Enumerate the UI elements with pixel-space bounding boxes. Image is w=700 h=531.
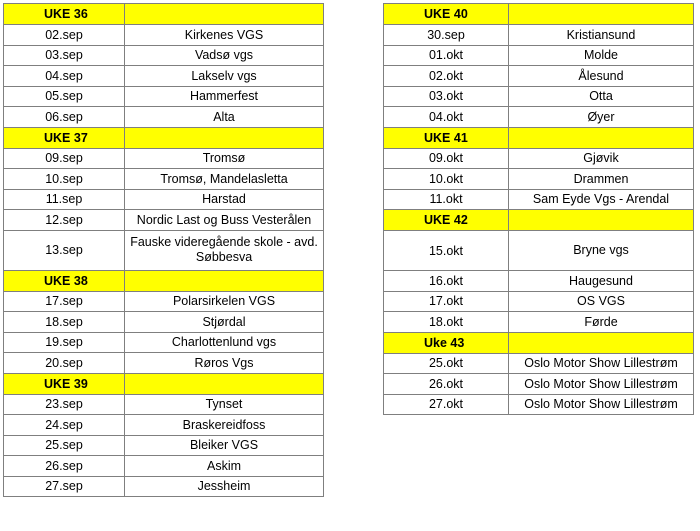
schedule-row (4, 45, 324, 66)
location-cell: Harstad (125, 189, 324, 210)
schedule-row (384, 394, 694, 415)
date-cell: 16.okt (384, 271, 509, 292)
date-cell: 03.okt (384, 86, 509, 107)
location-cell: Charlottenlund vgs (125, 332, 324, 353)
location-cell: Bleiker VGS (125, 435, 324, 456)
week-label: UKE 41 (384, 127, 509, 148)
location-cell: Tromsø, Mandelasletta (125, 169, 324, 190)
schedule-row (4, 148, 324, 169)
week-header-blank (125, 127, 324, 148)
week-label: Uke 43 (384, 332, 509, 353)
schedule-table-right (383, 3, 694, 415)
date-cell: 09.sep (4, 148, 125, 169)
date-cell: 27.okt (384, 394, 509, 415)
schedule-row (4, 312, 324, 333)
week-header-blank (125, 373, 324, 394)
schedule-row (4, 210, 324, 231)
week-label: UKE 42 (384, 210, 509, 231)
location-cell: Askim (125, 456, 324, 477)
date-cell: 02.sep (4, 25, 125, 46)
date-cell: 05.sep (4, 86, 125, 107)
week-header-row (384, 4, 694, 25)
week-header-row (4, 127, 324, 148)
date-cell: 04.okt (384, 107, 509, 128)
schedule-row (384, 148, 694, 169)
date-cell: 11.okt (384, 189, 509, 210)
schedule-row (4, 435, 324, 456)
date-cell: 01.okt (384, 45, 509, 66)
schedule-row (4, 332, 324, 353)
location-cell: Lakselv vgs (125, 66, 324, 87)
week-header-row (4, 373, 324, 394)
date-cell: 19.sep (4, 332, 125, 353)
location-cell: Kristiansund (509, 25, 694, 46)
date-cell: 23.sep (4, 394, 125, 415)
date-cell: 25.sep (4, 435, 125, 456)
date-cell: 02.okt (384, 66, 509, 87)
date-cell: 25.okt (384, 353, 509, 374)
location-cell: Oslo Motor Show Lillestrøm (509, 394, 694, 415)
schedule-row (4, 476, 324, 497)
date-cell: 27.sep (4, 476, 125, 497)
date-cell: 09.okt (384, 148, 509, 169)
location-cell: Førde (509, 312, 694, 333)
location-cell: Jessheim (125, 476, 324, 497)
week-label: UKE 38 (4, 270, 125, 291)
date-cell: 17.okt (384, 291, 509, 312)
location-cell: Røros Vgs (125, 353, 324, 374)
location-cell: Drammen (509, 169, 694, 190)
schedule-row (384, 107, 694, 128)
location-cell: OS VGS (509, 291, 694, 312)
schedule-row (4, 353, 324, 374)
date-cell: 15.okt (384, 231, 509, 271)
date-cell: 18.sep (4, 312, 125, 333)
week-label: UKE 37 (4, 127, 125, 148)
schedule-row (384, 25, 694, 46)
location-cell: Hammerfest (125, 86, 324, 107)
schedule-row (384, 45, 694, 66)
week-header-blank (125, 270, 324, 291)
date-cell: 03.sep (4, 45, 125, 66)
schedule-row (384, 189, 694, 210)
week-header-row (384, 332, 694, 353)
date-cell: 13.sep (4, 230, 125, 270)
week-header-row (384, 127, 694, 148)
schedule-body-left (4, 4, 324, 497)
week-label: UKE 36 (4, 4, 125, 25)
location-cell: Kirkenes VGS (125, 25, 324, 46)
location-cell: Ålesund (509, 66, 694, 87)
location-cell: Polarsirkelen VGS (125, 291, 324, 312)
date-cell: 24.sep (4, 415, 125, 436)
location-cell: Alta (125, 107, 324, 128)
week-header-blank (509, 332, 694, 353)
date-cell: 12.sep (4, 210, 125, 231)
week-label: UKE 39 (4, 373, 125, 394)
schedule-row (384, 231, 694, 271)
week-header-blank (509, 4, 694, 25)
week-header-blank (509, 210, 694, 231)
schedule-row (384, 66, 694, 87)
schedule-row (4, 107, 324, 128)
schedule-row (4, 230, 324, 270)
location-cell: Vadsø vgs (125, 45, 324, 66)
location-cell: Tynset (125, 394, 324, 415)
date-cell: 30.sep (384, 25, 509, 46)
date-cell: 17.sep (4, 291, 125, 312)
schedule-row (384, 353, 694, 374)
date-cell: 20.sep (4, 353, 125, 374)
location-cell: Haugesund (509, 271, 694, 292)
date-cell: 10.sep (4, 169, 125, 190)
schedule-row (384, 374, 694, 395)
schedule-table-left (3, 3, 324, 497)
week-header-row (4, 270, 324, 291)
schedule-row (4, 415, 324, 436)
schedule-body-right (384, 4, 694, 415)
week-header-row (4, 4, 324, 25)
location-cell: Bryne vgs (509, 231, 694, 271)
schedule-row (4, 25, 324, 46)
location-cell: Sam Eyde Vgs - Arendal (509, 189, 694, 210)
location-cell: Fauske videregående skole - avd. Søbbesva (125, 230, 324, 270)
schedule-row (4, 291, 324, 312)
date-cell: 10.okt (384, 169, 509, 190)
date-cell: 26.sep (4, 456, 125, 477)
schedule-row (384, 86, 694, 107)
location-cell: Oslo Motor Show Lillestrøm (509, 353, 694, 374)
date-cell: 26.okt (384, 374, 509, 395)
schedule-row (384, 271, 694, 292)
date-cell: 06.sep (4, 107, 125, 128)
week-header-blank (125, 4, 324, 25)
date-cell: 11.sep (4, 189, 125, 210)
location-cell: Oslo Motor Show Lillestrøm (509, 374, 694, 395)
schedule-row (384, 312, 694, 333)
location-cell: Braskereidfoss (125, 415, 324, 436)
schedule-row (4, 456, 324, 477)
week-header-row (384, 210, 694, 231)
date-cell: 18.okt (384, 312, 509, 333)
week-header-blank (509, 127, 694, 148)
location-cell: Molde (509, 45, 694, 66)
location-cell: Otta (509, 86, 694, 107)
week-label: UKE 40 (384, 4, 509, 25)
location-cell: Øyer (509, 107, 694, 128)
schedule-row (4, 394, 324, 415)
schedule-row (4, 86, 324, 107)
schedule-row (384, 169, 694, 190)
location-cell: Nordic Last og Buss Vesterålen (125, 210, 324, 231)
date-cell: 04.sep (4, 66, 125, 87)
schedule-row (4, 169, 324, 190)
schedule-row (4, 189, 324, 210)
location-cell: Stjørdal (125, 312, 324, 333)
location-cell: Tromsø (125, 148, 324, 169)
location-cell: Gjøvik (509, 148, 694, 169)
schedule-row (384, 291, 694, 312)
schedule-row (4, 66, 324, 87)
